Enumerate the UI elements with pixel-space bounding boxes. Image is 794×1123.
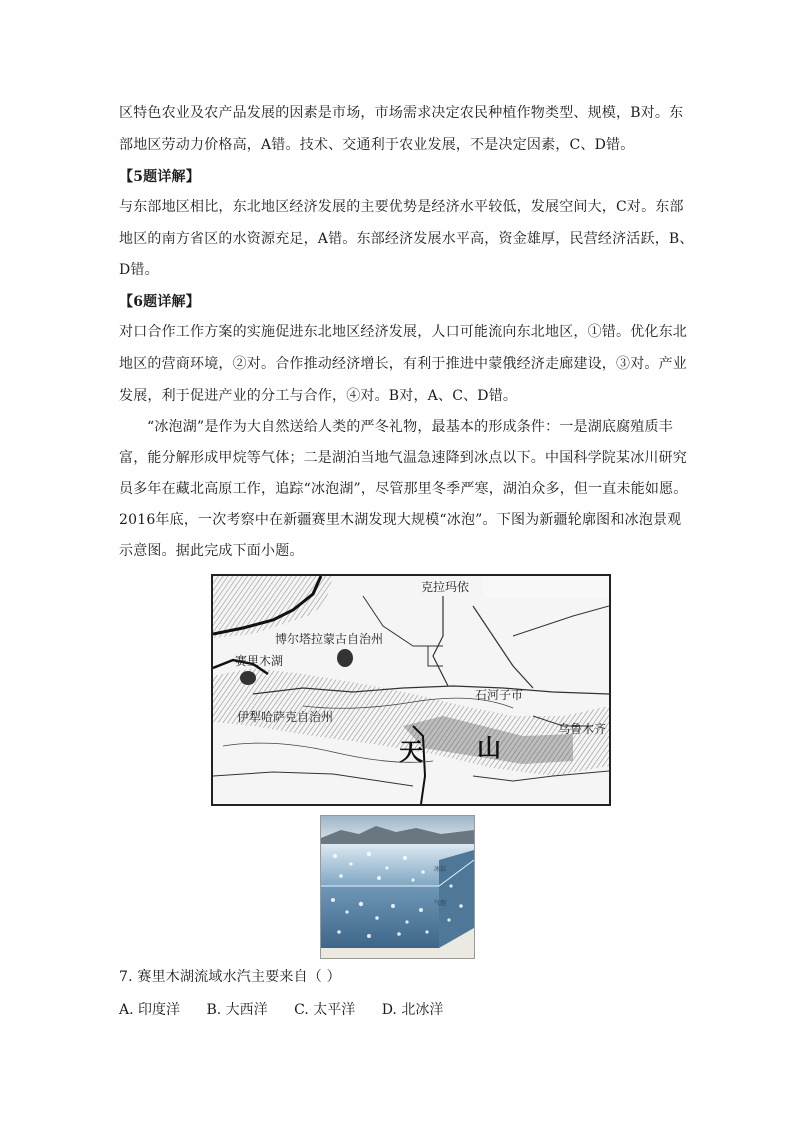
- lake-marker: [337, 649, 353, 667]
- label-ili: 伊犁哈萨克自治州: [237, 710, 334, 724]
- text-line: 2016年底，一次考察中在新疆赛里木湖发现大规模“冰泡”。下图为新疆轮廓图和冰泡景观: [119, 512, 682, 528]
- label-urumqi: 乌鲁木齐: [558, 722, 607, 736]
- option-d: D. 北冰洋: [381, 1002, 444, 1018]
- question-stem: 7. 赛里木湖流域水汽主要来自（ ）: [119, 969, 341, 985]
- text-line: “冰泡湖”是作为大自然送给人类的严冬礼物，最基本的形成条件：一是湖底腐殖质丰: [147, 419, 673, 435]
- ice-bubble-illustration: [320, 815, 475, 959]
- text-line: 对口合作工作方案的实施促进东北地区经济发展，人口可能流向东北地区，①错。优化东北: [119, 324, 687, 340]
- ice-bubble-graphic: [321, 816, 474, 958]
- option-b: B. 大西洋: [206, 1002, 268, 1018]
- label-shihezi: 石河子市: [475, 688, 524, 702]
- map-graphic: [213, 576, 609, 804]
- text-line: D错。: [119, 262, 159, 278]
- label-tian: 天: [399, 737, 423, 766]
- text-line: 地区的南方省区的水资源充足，A错。东部经济发展水平高，资金雄厚，民营经济活跃，B、: [119, 231, 694, 247]
- label-shan: 山: [477, 733, 501, 762]
- label-sayram: 赛里木湖: [235, 654, 284, 668]
- photo-label-bubble: 气泡: [434, 900, 447, 907]
- text-line: 部地区劳动力价格高，A错。技术、交通利于农业发展，不是决定因素，C、D错。: [119, 137, 635, 153]
- text-line: 发展，利于促进产业的分工与合作，④对。B对，A、C、D错。: [119, 388, 518, 404]
- sayram-lake-marker: [240, 671, 256, 685]
- label-karamay: 克拉玛依: [421, 580, 470, 594]
- text-line: 员多年在藏北高原工作，追踪“冰泡湖”，尽管那里冬季严寒，湖泊众多，但一直未能如愿。: [119, 481, 688, 497]
- photo-label-ice: 冰层: [434, 866, 447, 873]
- text-line: 与东部地区相比，东北地区经济发展的主要优势是经济水平较低，发展空间大，C对。东部: [119, 199, 684, 215]
- section-heading: 【5题详解】: [119, 169, 200, 185]
- text-line: 示意图。据此完成下面小题。: [119, 543, 304, 559]
- section-heading: 【6题详解】: [119, 294, 200, 310]
- option-c: C. 太平洋: [294, 1002, 356, 1018]
- text-line: 地区的营商环境，②对。合作推动经济增长，有利于推进中蒙俄经济走廊建设，③对。产业: [119, 356, 687, 372]
- option-a: A. 印度洋: [119, 1002, 181, 1018]
- xinjiang-map: [211, 574, 611, 806]
- text-line: 富，能分解形成甲烷等气体；二是湖泊当地气温急速降到冰点以下。中国科学院某冰川研究: [119, 450, 687, 466]
- text-line: 区特色农业及农产品发展的因素是市场，市场需求决定农民种植作物类型、规模，B对。东: [119, 105, 684, 121]
- label-bortala: 博尔塔拉蒙古自治州: [275, 632, 384, 646]
- question-options: [119, 999, 465, 1019]
